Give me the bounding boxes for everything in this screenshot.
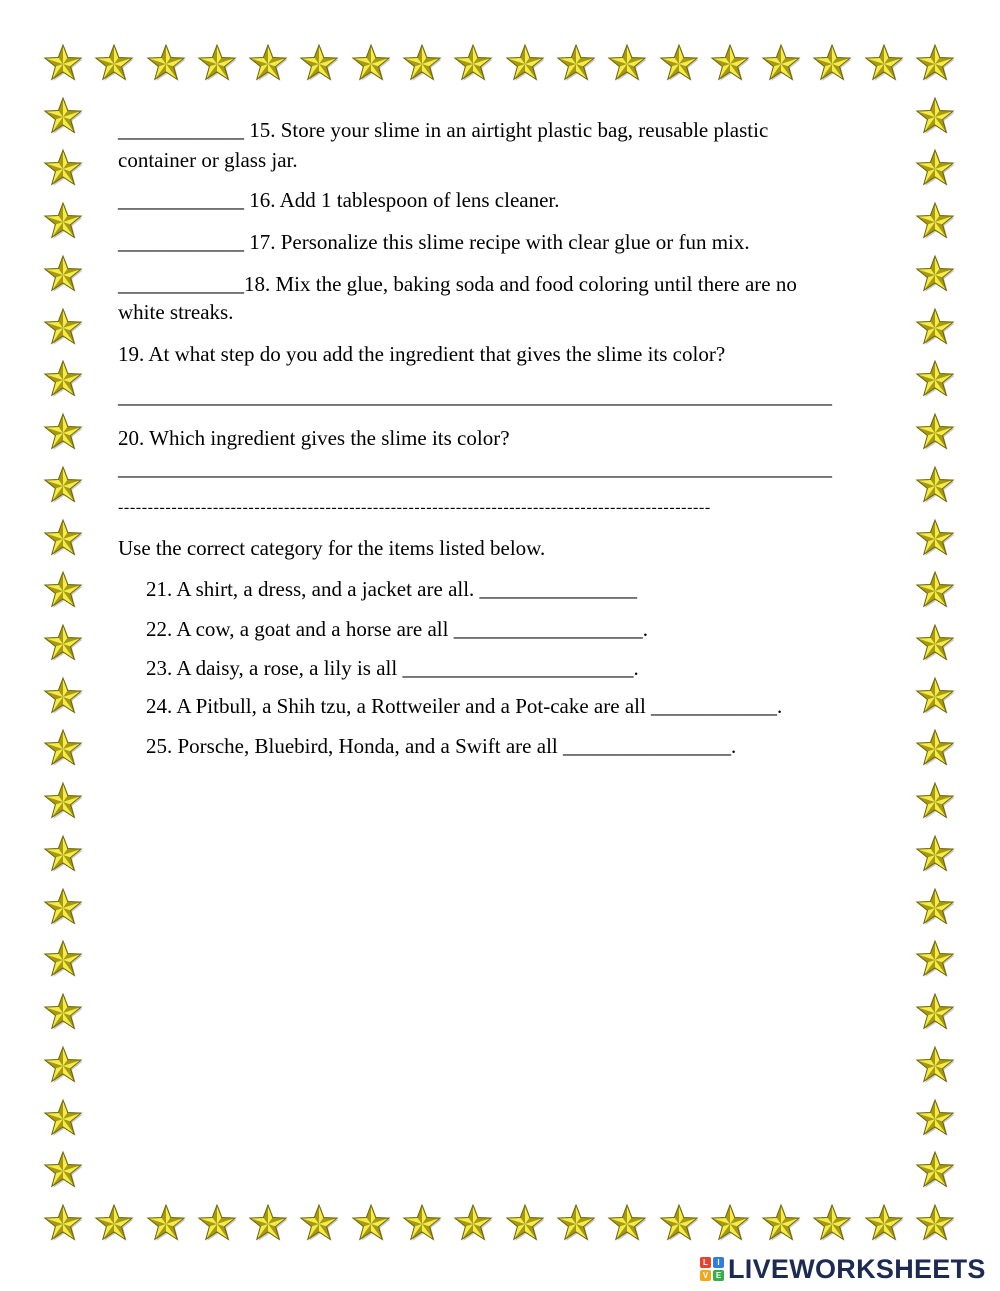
star-icon [915,887,955,927]
star-icon [915,676,955,716]
star-icon [43,148,83,188]
star-icon [43,1203,83,1243]
question-23: 23. A daisy, a rose, a lily is all ______________________. [146,656,639,680]
star-icon [453,43,493,83]
star-icon [915,1045,955,1085]
star-icon [453,1203,493,1243]
star-icon [248,43,288,83]
star-icon [43,781,83,821]
star-icon [915,728,955,768]
star-icon [659,43,699,83]
star-icon [351,1203,391,1243]
star-icon [761,43,801,83]
question-18-line2: white streaks. [118,300,234,324]
star-icon [915,992,955,1032]
question-24: 24. A Pitbull, a Shih tzu, a Rottweiler and a Pot-cake are all ____________. [146,694,783,718]
question-18-line1: ____________18. Mix the glue, baking soda and food coloring until there are no [118,272,797,296]
question-16: ____________ 16. Add 1 tablespoon of lens cleaner. [118,188,560,212]
star-icon [915,254,955,294]
star-icon [915,412,955,452]
star-icon [43,518,83,558]
star-icon [197,43,237,83]
star-icon [43,359,83,399]
question-22: 22. A cow, a goat and a horse are all __________________. [146,617,648,641]
star-icon [915,1150,955,1190]
logo-text: LIVEWORKSHEETS [728,1253,986,1284]
star-icon [43,728,83,768]
star-icon [43,992,83,1032]
star-icon [43,307,83,347]
star-icon [864,1203,904,1243]
star-icon [146,1203,186,1243]
star-icon [248,1203,288,1243]
star-icon [299,43,339,83]
star-icon [43,676,83,716]
logo-block-e: E [713,1270,724,1281]
star-icon [761,1203,801,1243]
star-icon [43,412,83,452]
liveworksheets-logo[interactable] [700,1252,986,1286]
star-icon [915,359,955,399]
instructions: Use the correct category for the items listed below. [118,536,546,560]
star-icon [43,834,83,874]
question-25: 25. Porsche, Bluebird, Honda, and a Swift are all ________________. [146,734,737,758]
star-icon [915,201,955,241]
section-divider: ---------------------------------------------------------------------------------------------------- [118,499,711,516]
star-icon [812,1203,852,1243]
star-icon [43,465,83,505]
star-icon [556,1203,596,1243]
star-icon [607,1203,647,1243]
star-icon [659,1203,699,1243]
star-icon [607,43,647,83]
star-icon [43,939,83,979]
star-icon [915,1203,955,1243]
star-icon [94,1203,134,1243]
logo-block-v: V [700,1270,711,1281]
star-icon [915,834,955,874]
star-icon [351,43,391,83]
star-icon [146,43,186,83]
question-15-line2: container or glass jar. [118,148,298,172]
logo-blocks-icon [700,1257,724,1281]
logo-block-i: I [713,1257,724,1268]
star-icon [402,43,442,83]
question-15-line1: ____________ 15. Store your slime in an airtight plastic bag, reusable plastic [118,118,769,142]
star-icon [43,43,83,83]
star-icon [94,43,134,83]
logo-block-l: L [700,1257,711,1268]
star-icon [915,307,955,347]
star-icon [915,148,955,188]
star-icon [915,43,955,83]
question-21: 21. A shirt, a dress, and a jacket are all. _______________ [146,577,638,601]
star-icon [915,939,955,979]
answer-line-19[interactable]: ____________________________________________________________________ [118,384,832,408]
star-icon [915,96,955,136]
star-icon [43,570,83,610]
question-17: ____________ 17. Personalize this slime recipe with clear glue or fun mix. [118,230,750,254]
answer-line-20[interactable]: ____________________________________________________________________ [118,456,832,480]
star-icon [710,43,750,83]
star-icon [43,254,83,294]
star-icon [915,1098,955,1138]
star-icon [864,43,904,83]
star-icon [915,570,955,610]
star-icon [197,1203,237,1243]
star-icon [43,1045,83,1085]
star-icon [505,43,545,83]
star-icon [505,1203,545,1243]
star-icon [299,1203,339,1243]
star-icon [43,201,83,241]
star-icon [43,887,83,927]
star-icon [915,465,955,505]
star-icon [915,518,955,558]
star-icon [43,1098,83,1138]
star-icon [915,781,955,821]
star-icon [556,43,596,83]
star-icon [812,43,852,83]
star-icon [915,623,955,663]
star-icon [43,623,83,663]
star-icon [710,1203,750,1243]
question-19: 19. At what step do you add the ingredient that gives the slime its color? [118,342,726,366]
star-icon [402,1203,442,1243]
question-20: 20. Which ingredient gives the slime its color? [118,426,510,450]
star-icon [43,96,83,136]
star-icon [43,1150,83,1190]
